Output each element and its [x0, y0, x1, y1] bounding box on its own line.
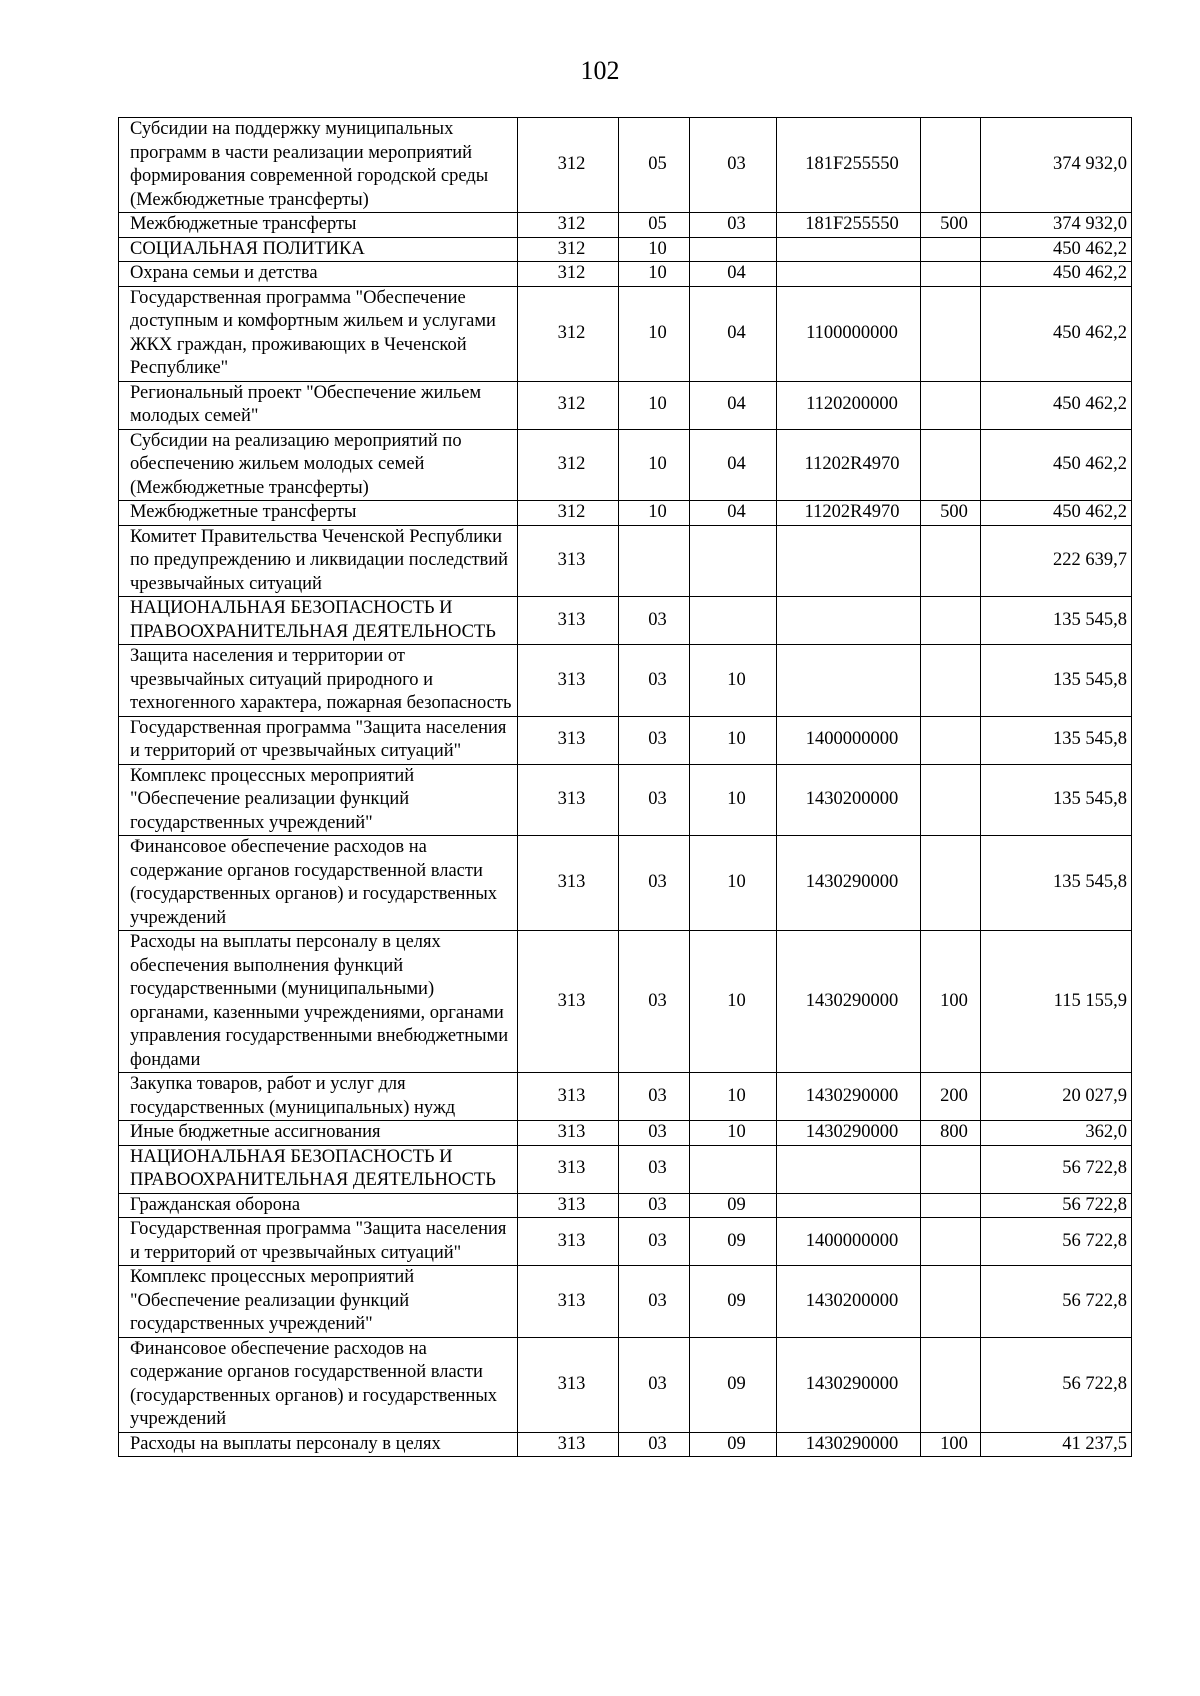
row-name-cell: Субсидии на поддержку муниципальных программ в части реализации мероприятий формирования современной городской среды (Межбюджетные трансферты)	[119, 118, 518, 213]
row-expense-type-cell	[921, 525, 981, 597]
row-expense-type-cell	[921, 597, 981, 645]
row-expense-type-cell	[921, 118, 981, 213]
row-section-cell: 03	[619, 836, 690, 931]
page-number: 102	[580, 56, 620, 85]
row-subsection-cell: 10	[690, 931, 777, 1073]
row-target-article-cell: 1430290000	[777, 1121, 921, 1146]
row-subsection-cell: 10	[690, 764, 777, 836]
row-name-cell: Комплекс процессных мероприятий "Обеспечение реализации функций государственных учреждений"	[119, 764, 518, 836]
row-target-article-cell: 1120200000	[777, 381, 921, 429]
row-target-article-cell	[777, 1193, 921, 1218]
table-row	[119, 931, 1132, 1073]
row-name-cell: Субсидии на реализацию мероприятий по обеспечению жильем молодых семей (Межбюджетные трансферты)	[119, 429, 518, 501]
row-subsection-cell: 03	[690, 118, 777, 213]
row-subsection-cell: 04	[690, 262, 777, 287]
row-amount-cell: 362,0	[981, 1121, 1132, 1146]
row-subsection-cell: 04	[690, 429, 777, 501]
row-name-cell: Иные бюджетные ассигнования	[119, 1121, 518, 1146]
table-row	[119, 836, 1132, 931]
table-row	[119, 237, 1132, 262]
table-row	[119, 597, 1132, 645]
row-name-cell: Защита населения и территории от чрезвычайных ситуаций природного и техногенного характера, пожарная безопасность	[119, 645, 518, 717]
row-expense-type-cell	[921, 381, 981, 429]
row-grbs-cell: 312	[518, 501, 619, 526]
row-grbs-cell: 313	[518, 645, 619, 717]
table-row	[119, 525, 1132, 597]
row-grbs-cell: 313	[518, 716, 619, 764]
row-section-cell: 10	[619, 286, 690, 381]
row-expense-type-cell	[921, 262, 981, 287]
row-name-cell: Комплекс процессных мероприятий "Обеспечение реализации функций государственных учреждений"	[119, 1266, 518, 1338]
budget-table-body	[119, 118, 1132, 1457]
row-expense-type-cell	[921, 237, 981, 262]
row-target-article-cell: 11202R4970	[777, 501, 921, 526]
row-expense-type-cell: 100	[921, 1432, 981, 1457]
row-amount-cell: 56 722,8	[981, 1337, 1132, 1432]
row-target-article-cell: 181F255550	[777, 213, 921, 238]
row-section-cell: 03	[619, 645, 690, 717]
table-row	[119, 1218, 1132, 1266]
row-grbs-cell: 313	[518, 931, 619, 1073]
row-grbs-cell: 312	[518, 381, 619, 429]
table-row	[119, 1337, 1132, 1432]
row-target-article-cell: 1430290000	[777, 931, 921, 1073]
row-section-cell: 10	[619, 237, 690, 262]
row-section-cell: 03	[619, 931, 690, 1073]
row-grbs-cell: 313	[518, 1193, 619, 1218]
row-amount-cell: 56 722,8	[981, 1193, 1132, 1218]
row-section-cell: 03	[619, 1337, 690, 1432]
row-subsection-cell: 09	[690, 1193, 777, 1218]
row-grbs-cell: 313	[518, 1145, 619, 1193]
row-grbs-cell: 312	[518, 118, 619, 213]
row-section-cell: 03	[619, 716, 690, 764]
row-name-cell: Государственная программа "Защита населения и территорий от чрезвычайных ситуаций"	[119, 1218, 518, 1266]
table-row	[119, 764, 1132, 836]
row-amount-cell: 56 722,8	[981, 1266, 1132, 1338]
row-expense-type-cell: 200	[921, 1073, 981, 1121]
table-row	[119, 381, 1132, 429]
row-target-article-cell	[777, 1145, 921, 1193]
row-section-cell: 03	[619, 597, 690, 645]
row-grbs-cell: 313	[518, 525, 619, 597]
row-amount-cell: 56 722,8	[981, 1218, 1132, 1266]
row-amount-cell: 135 545,8	[981, 716, 1132, 764]
table-row	[119, 1266, 1132, 1338]
table-row	[119, 429, 1132, 501]
row-target-article-cell: 1400000000	[777, 1218, 921, 1266]
row-subsection-cell: 04	[690, 381, 777, 429]
row-target-article-cell	[777, 597, 921, 645]
row-target-article-cell	[777, 525, 921, 597]
row-section-cell: 05	[619, 213, 690, 238]
row-expense-type-cell	[921, 764, 981, 836]
row-expense-type-cell	[921, 645, 981, 717]
row-name-cell: Финансовое обеспечение расходов на содержание органов государственной власти (государственных органов) и государственных учреждений	[119, 1337, 518, 1432]
row-expense-type-cell	[921, 1145, 981, 1193]
row-target-article-cell: 1430290000	[777, 1432, 921, 1457]
row-section-cell: 03	[619, 764, 690, 836]
table-row	[119, 1121, 1132, 1146]
row-amount-cell: 20 027,9	[981, 1073, 1132, 1121]
row-section-cell: 05	[619, 118, 690, 213]
row-amount-cell: 135 545,8	[981, 645, 1132, 717]
row-subsection-cell: 10	[690, 1073, 777, 1121]
row-name-cell: Финансовое обеспечение расходов на содержание органов государственной власти (государственных органов) и государственных учреждений	[119, 836, 518, 931]
row-name-cell: СОЦИАЛЬНАЯ ПОЛИТИКА	[119, 237, 518, 262]
row-expense-type-cell	[921, 1266, 981, 1338]
row-amount-cell: 450 462,2	[981, 286, 1132, 381]
row-target-article-cell	[777, 237, 921, 262]
row-section-cell: 03	[619, 1121, 690, 1146]
row-name-cell: Комитет Правительства Чеченской Республики по предупреждению и ликвидации последствий чрезвычайных ситуаций	[119, 525, 518, 597]
table-row	[119, 716, 1132, 764]
row-expense-type-cell	[921, 716, 981, 764]
row-subsection-cell: 04	[690, 286, 777, 381]
row-subsection-cell: 09	[690, 1218, 777, 1266]
row-expense-type-cell: 500	[921, 501, 981, 526]
row-name-cell: Гражданская оборона	[119, 1193, 518, 1218]
row-section-cell: 03	[619, 1193, 690, 1218]
row-name-cell: Закупка товаров, работ и услуг для государственных (муниципальных) нужд	[119, 1073, 518, 1121]
row-target-article-cell: 1430290000	[777, 1073, 921, 1121]
row-target-article-cell: 1430290000	[777, 1337, 921, 1432]
row-expense-type-cell	[921, 836, 981, 931]
table-row	[119, 1073, 1132, 1121]
row-grbs-cell: 313	[518, 1121, 619, 1146]
row-amount-cell: 222 639,7	[981, 525, 1132, 597]
row-expense-type-cell	[921, 1218, 981, 1266]
row-amount-cell: 450 462,2	[981, 501, 1132, 526]
row-amount-cell: 450 462,2	[981, 237, 1132, 262]
row-grbs-cell: 313	[518, 1432, 619, 1457]
row-subsection-cell: 10	[690, 836, 777, 931]
row-target-article-cell: 11202R4970	[777, 429, 921, 501]
row-name-cell: НАЦИОНАЛЬНАЯ БЕЗОПАСНОСТЬ И ПРАВООХРАНИТЕЛЬНАЯ ДЕЯТЕЛЬНОСТЬ	[119, 1145, 518, 1193]
table-row	[119, 645, 1132, 717]
row-subsection-cell: 09	[690, 1432, 777, 1457]
row-name-cell: Государственная программа "Защита населения и территорий от чрезвычайных ситуаций"	[119, 716, 518, 764]
table-row	[119, 213, 1132, 238]
row-name-cell: НАЦИОНАЛЬНАЯ БЕЗОПАСНОСТЬ И ПРАВООХРАНИТЕЛЬНАЯ ДЕЯТЕЛЬНОСТЬ	[119, 597, 518, 645]
row-name-cell: Межбюджетные трансферты	[119, 501, 518, 526]
row-amount-cell: 450 462,2	[981, 262, 1132, 287]
row-target-article-cell	[777, 645, 921, 717]
row-name-cell: Межбюджетные трансферты	[119, 213, 518, 238]
row-target-article-cell: 181F255550	[777, 118, 921, 213]
row-grbs-cell: 313	[518, 1266, 619, 1338]
row-section-cell: 03	[619, 1432, 690, 1457]
row-grbs-cell: 312	[518, 262, 619, 287]
row-name-cell: Расходы на выплаты персоналу в целях	[119, 1432, 518, 1457]
row-section-cell: 10	[619, 381, 690, 429]
row-subsection-cell: 09	[690, 1337, 777, 1432]
table-row	[119, 1432, 1132, 1457]
row-amount-cell: 450 462,2	[981, 429, 1132, 501]
row-subsection-cell	[690, 237, 777, 262]
table-row	[119, 501, 1132, 526]
table-row	[119, 286, 1132, 381]
row-amount-cell: 135 545,8	[981, 836, 1132, 931]
row-grbs-cell: 313	[518, 836, 619, 931]
row-grbs-cell: 312	[518, 237, 619, 262]
row-target-article-cell: 1430200000	[777, 764, 921, 836]
row-target-article-cell: 1400000000	[777, 716, 921, 764]
row-section-cell: 03	[619, 1145, 690, 1193]
row-subsection-cell: 10	[690, 645, 777, 717]
row-amount-cell: 135 545,8	[981, 764, 1132, 836]
row-subsection-cell: 10	[690, 716, 777, 764]
row-subsection-cell	[690, 597, 777, 645]
budget-table	[118, 117, 1132, 1457]
table-row	[119, 1145, 1132, 1193]
row-section-cell: 10	[619, 429, 690, 501]
row-grbs-cell: 313	[518, 1073, 619, 1121]
row-amount-cell: 374 932,0	[981, 213, 1132, 238]
row-expense-type-cell: 100	[921, 931, 981, 1073]
table-row	[119, 118, 1132, 213]
row-amount-cell: 41 237,5	[981, 1432, 1132, 1457]
row-expense-type-cell: 500	[921, 213, 981, 238]
row-target-article-cell: 1430290000	[777, 836, 921, 931]
row-section-cell: 03	[619, 1073, 690, 1121]
row-expense-type-cell	[921, 1337, 981, 1432]
row-subsection-cell	[690, 1145, 777, 1193]
row-expense-type-cell	[921, 429, 981, 501]
row-amount-cell: 374 932,0	[981, 118, 1132, 213]
row-subsection-cell: 10	[690, 1121, 777, 1146]
row-subsection-cell: 03	[690, 213, 777, 238]
row-name-cell: Региональный проект "Обеспечение жильем молодых семей"	[119, 381, 518, 429]
row-amount-cell: 450 462,2	[981, 381, 1132, 429]
row-subsection-cell: 09	[690, 1266, 777, 1338]
row-name-cell: Расходы на выплаты персоналу в целях обеспечения выполнения функций государственными (муниципальными) органами, казенными учреждениями, органами управления государственными внебюджетными фондами	[119, 931, 518, 1073]
row-grbs-cell: 313	[518, 764, 619, 836]
row-target-article-cell	[777, 262, 921, 287]
table-row	[119, 1193, 1132, 1218]
row-grbs-cell: 313	[518, 597, 619, 645]
row-amount-cell: 56 722,8	[981, 1145, 1132, 1193]
row-subsection-cell: 04	[690, 501, 777, 526]
row-expense-type-cell: 800	[921, 1121, 981, 1146]
row-expense-type-cell	[921, 286, 981, 381]
row-section-cell: 03	[619, 1266, 690, 1338]
row-target-article-cell: 1100000000	[777, 286, 921, 381]
row-grbs-cell: 312	[518, 286, 619, 381]
row-grbs-cell: 313	[518, 1218, 619, 1266]
row-amount-cell: 115 155,9	[981, 931, 1132, 1073]
row-subsection-cell	[690, 525, 777, 597]
row-name-cell: Государственная программа "Обеспечение доступным и комфортным жильем и услугами ЖКХ граждан, проживающих в Чеченской Республике"	[119, 286, 518, 381]
row-section-cell	[619, 525, 690, 597]
row-name-cell: Охрана семьи и детства	[119, 262, 518, 287]
row-expense-type-cell	[921, 1193, 981, 1218]
row-target-article-cell: 1430200000	[777, 1266, 921, 1338]
row-amount-cell: 135 545,8	[981, 597, 1132, 645]
table-row	[119, 262, 1132, 287]
row-section-cell: 03	[619, 1218, 690, 1266]
row-section-cell: 10	[619, 262, 690, 287]
row-grbs-cell: 312	[518, 213, 619, 238]
row-grbs-cell: 313	[518, 1337, 619, 1432]
row-section-cell: 10	[619, 501, 690, 526]
row-grbs-cell: 312	[518, 429, 619, 501]
